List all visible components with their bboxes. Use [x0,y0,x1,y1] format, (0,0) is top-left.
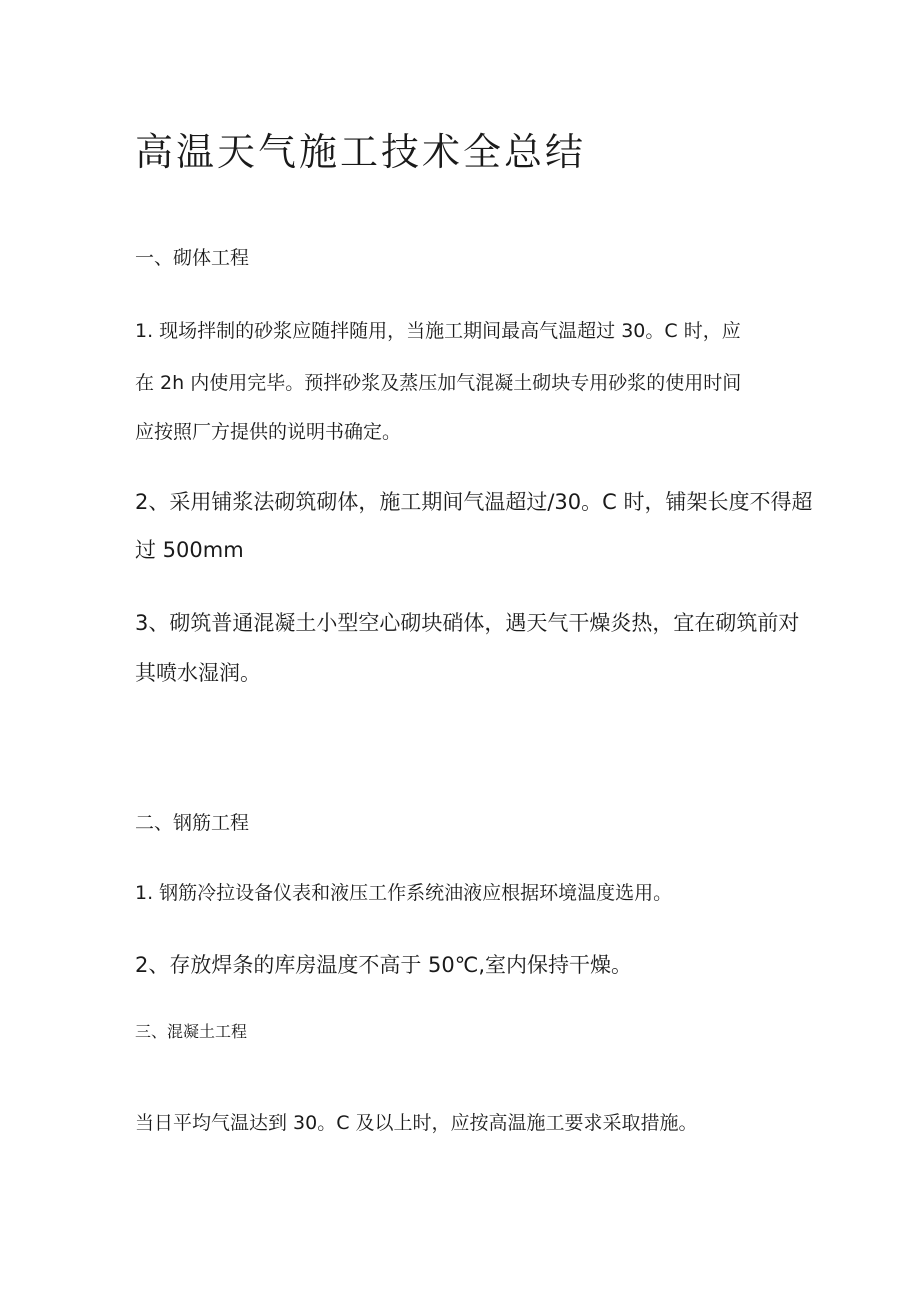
paragraph-line: 过 500mm [135,538,244,562]
paragraph-line: 2、采用铺浆法砌筑砌体，施工期间气温超过/30。C 时，铺架长度不得超 [135,490,813,514]
paragraph-line: 在 2h 内使用完毕。预拌砂浆及蒸压加气混凝土砌块专用砂浆的使用时间 [135,372,742,394]
section-heading-masonry: 一、砌体工程 [135,247,250,269]
paragraph-line: 3、砌筑普通混凝土小型空心砌块硝体，遇天气干燥炎热，宜在砌筑前对 [135,611,800,635]
paragraph-line: 2、存放焊条的库房温度不高于 50℃,室内保持干燥。 [135,953,633,977]
paragraph-line: 1. 现场拌制的砂浆应随拌随用，当施工期间最高气温超过 30。C 时，应 [135,320,741,342]
paragraph-line: 1. 钢筋冷拉设备仪表和液压工作系统油液应根据环境温度选用。 [135,882,673,904]
paragraph-line: 应按照厂方提供的说明书确定。 [135,421,402,443]
section-heading-concrete: 三、混凝土工程 [135,1022,248,1041]
paragraph-line: 当日平均气温达到 30。C 及以上时，应按高温施工要求采取措施。 [135,1112,698,1134]
document-title: 高温天气施工技术全总结 [135,130,587,174]
section-heading-rebar: 二、钢筋工程 [135,812,250,834]
paragraph-line: 其喷水湿润。 [135,661,261,685]
